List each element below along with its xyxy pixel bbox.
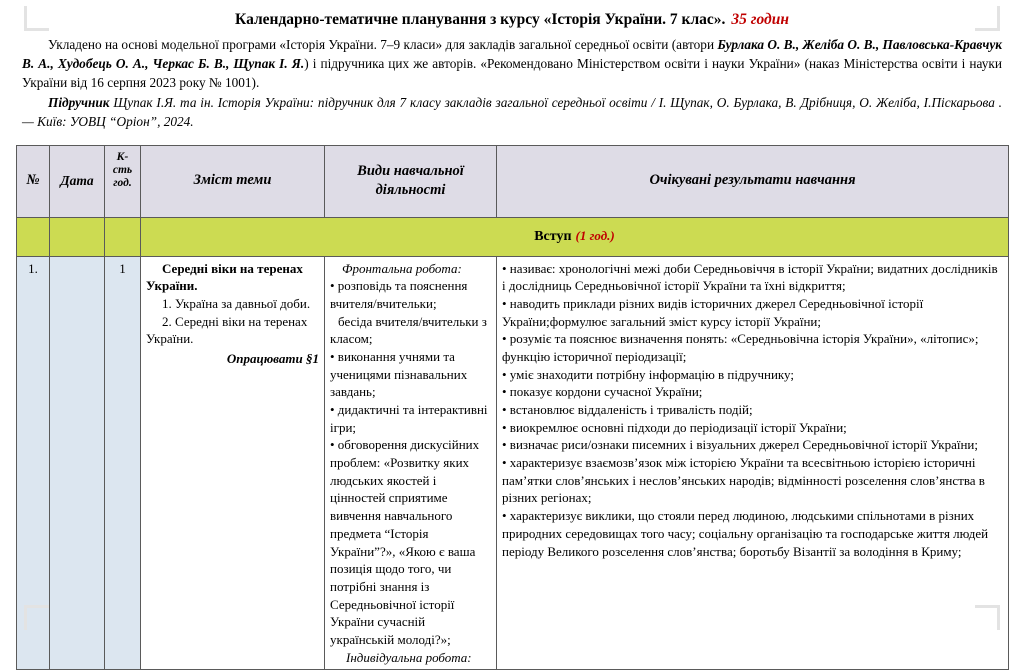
cell-date[interactable] [50,256,105,669]
activities-item: • обговорення дискусійних проблем: «Розвитку яких людських якостей і цінностей сприятиме вивчення навчального предмета “Історія України”?», «Якою є ваша позиція щодо того, чи потрібні знання із Середньовічної історії України сучасній українській молоді?»; [330,437,480,647]
page-title-hours: 35 годин [731,11,789,28]
outcome-item: • показує кордони сучасної України; [502,384,703,400]
intro-basis-part2: ) і підручника цих же авторів. «Рекомендовано Міністерством освіти і науки України» (наказ Міністерства освіти і науки України від 16 серпня 2023 року № 1001). [22,56,1002,91]
textbook-label: Підручник [48,95,110,110]
cell-topic [141,256,325,669]
cell-outcomes [497,256,1009,669]
column-header-activities-line2: діяльності [375,182,446,199]
outcome-item: • характеризує взаємозв’язок між історією України та всесвітньою історією історичні пам’ятки слов’янських і неслов’янських народів; відмінності розселення слов’янства в різних регіонах; [502,455,985,506]
column-header-activities-line1: Види навчальної [357,162,464,179]
section-banner-row [17,217,1009,256]
plan-table-container [0,145,1024,670]
section-label: Вступ [534,229,572,245]
calendar-plan-table [16,145,1009,670]
outcome-item: • уміє знаходити потрібну інформацію в підручнику; [502,366,794,382]
cell-hours: 1 [105,256,141,669]
section-title-cell [141,217,1009,256]
intro-authors: Бурлака О. В., Желіба О. В., Павловська-Кравчук В. А., Худобець О. А., Черкас Б. В., Щупак І. Я. [22,37,1002,72]
activities-footer: Індивідуальна робота: [346,649,472,665]
topic-heading: Середні віки на теренах України. [146,260,303,294]
activities-item: • виконання учнями та ученицями пізнавальних завдань; [330,349,468,400]
column-header-hours-line1: К- [116,150,129,163]
column-header-topic: Зміст теми [141,145,325,217]
topic-item: 1. Україна за давньої доби. [162,296,311,312]
outcome-item: • встановлює віддаленість і тривалість подій; [502,402,753,418]
cell-activities [325,256,497,669]
activities-heading: Фронтальна робота: [342,260,462,276]
section-blank-hours [105,217,141,256]
table-row [17,256,1009,669]
topic-homework: Опрацювати §1 [226,351,319,367]
column-header-date: Дата [50,145,105,217]
table-header-row [17,145,1009,217]
topic-item: 2. Середні віки на теренах України. [146,313,308,347]
page-title [0,0,1024,29]
column-header-activities [325,145,497,217]
cell-row-number: 1. [17,256,50,669]
section-blank-num [17,217,50,256]
outcome-item: • розуміє та пояснює визначення понять: «Середньовічна історія України», «літопис»; функцію історичної періодизації; [502,331,979,365]
column-header-number: № [17,145,50,217]
outcome-item: • виокремлює основні підходи до періодизації історії України; [502,419,847,435]
textbook-reference: Щупак І.Я. та ін. Історія України: підручник для 7 класу закладів загальної середньої освіти / І. Щупак, О. Бурлака, В. Дрібниця, О. Желіба, І.Піскарьова . — Київ: УОВЦ “Оріон”, 2024. [22,95,1002,129]
intro-block [0,36,1024,131]
column-header-hours [105,145,141,217]
activities-item: • дидактичні та інтерактивні ігри; [330,402,488,435]
intro-paragraph-textbook [22,94,1002,132]
column-header-hours-line2: сть [112,163,133,176]
outcome-item: • називає: хронологічні межі доби Середньовіччя в історії України; видатних дослідників і дослідниць Середньовічної історії України та їхні відкриття; [502,260,998,294]
section-hours: (1 год.) [575,228,615,244]
outcome-item: • визначає риси/ознаки писемних і візуальних джерел Середньовічної історії України; [502,437,978,453]
intro-paragraph-basis [22,36,1002,93]
column-header-outcomes: Очікувані результати навчання [497,145,1009,217]
page-title-text: Календарно-тематичне планування з курсу «Історія України. 7 клас». [235,11,726,28]
activities-item: бесіда вчителя/вчительки з класом; [330,313,487,347]
table-body [17,217,1009,669]
activities-item: • розповідь та пояснення вчителя/вчительки; [330,278,468,312]
outcome-item: • характеризує виклики, що стояли перед людиною, людськими спільнотами в різних природних середовищах того часу; соціальну організацію та господарське життя людей періоду Великого розселення слов’янства; боротьбу Візантії за володіння в Криму; [502,508,989,559]
intro-basis-part1: Укладено на основі модельної програми «Історія України. 7–9 класи» для закладів загальної середньої освіти (автори [48,37,718,53]
section-blank-date [50,217,105,256]
outcome-item: • наводить приклади різних видів історичних джерел Середньовічної історії України;формулює загальний зміст курсу історії України; [502,296,924,329]
column-header-hours-line3: год. [113,176,132,189]
